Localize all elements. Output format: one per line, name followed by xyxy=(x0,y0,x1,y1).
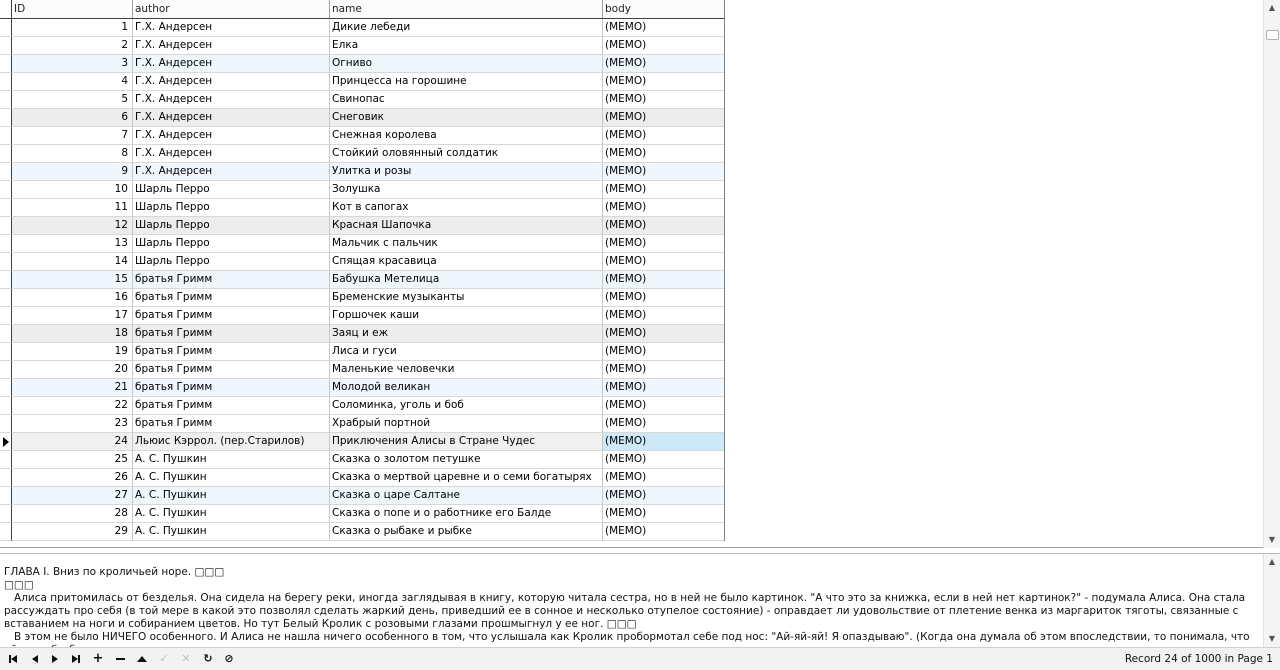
cell-id[interactable]: 23 xyxy=(12,415,133,433)
cell-body[interactable]: (MEMO) xyxy=(603,91,724,109)
cell-id[interactable]: 17 xyxy=(12,307,133,325)
cell-name[interactable]: Спящая красавица xyxy=(330,253,603,271)
prior-record-button[interactable] xyxy=(27,652,43,666)
row-indicator[interactable] xyxy=(0,91,12,109)
cell-author[interactable]: Г.Х. Андерсен xyxy=(133,19,330,37)
row-indicator[interactable] xyxy=(0,163,12,181)
row-indicator[interactable] xyxy=(0,361,12,379)
memo-editor[interactable] xyxy=(0,553,1280,646)
cell-author[interactable]: Г.Х. Андерсен xyxy=(133,55,330,73)
post-icon: ✓ xyxy=(159,652,169,665)
cell-name[interactable]: Принцесса на горошине xyxy=(330,73,603,91)
row-indicator[interactable] xyxy=(0,271,12,289)
row-indicator[interactable] xyxy=(0,217,12,235)
row-indicator[interactable] xyxy=(0,307,12,325)
table-row[interactable] xyxy=(0,397,724,415)
row-indicator[interactable] xyxy=(0,73,12,91)
column-header-id[interactable]: ID xyxy=(12,0,133,18)
cell-body[interactable]: (MEMO) xyxy=(603,325,724,343)
cell-name[interactable]: Снежная королева xyxy=(330,127,603,145)
next-record-button[interactable] xyxy=(47,652,63,666)
cell-name[interactable]: Мальчик с пальчик xyxy=(330,235,603,253)
row-indicator[interactable] xyxy=(0,55,12,73)
cell-body[interactable]: (MEMO) xyxy=(603,217,724,235)
table-row[interactable] xyxy=(0,91,724,109)
cell-body[interactable]: (MEMO) xyxy=(603,145,724,163)
cell-body[interactable]: (MEMO) xyxy=(603,469,724,487)
table-row[interactable] xyxy=(0,253,724,271)
table-row[interactable] xyxy=(0,145,724,163)
record-status: Record 24 of 1000 in Page 1 xyxy=(1124,653,1273,665)
cell-author[interactable]: братья Гримм xyxy=(133,289,330,307)
cell-body[interactable]: (MEMO) xyxy=(603,397,724,415)
cell-body[interactable]: (MEMO) xyxy=(603,307,724,325)
table-row[interactable] xyxy=(0,451,724,469)
cell-author[interactable]: братья Гримм xyxy=(133,343,330,361)
cell-body[interactable]: (MEMO) xyxy=(603,199,724,217)
table-row[interactable] xyxy=(0,163,724,181)
table-row[interactable] xyxy=(0,325,724,343)
cell-body[interactable]: (MEMO) xyxy=(603,163,724,181)
row-indicator[interactable] xyxy=(0,253,12,271)
cell-author[interactable]: А. С. Пушкин xyxy=(133,523,330,541)
cell-id[interactable]: 15 xyxy=(12,271,133,289)
memo-line: □□□ xyxy=(4,579,34,591)
cell-name[interactable]: Приключения Алисы в Стране Чудес xyxy=(330,433,603,451)
row-indicator[interactable] xyxy=(0,397,12,415)
row-indicator[interactable] xyxy=(0,235,12,253)
cell-author[interactable]: братья Гримм xyxy=(133,361,330,379)
cell-author[interactable]: Шарль Перро xyxy=(133,199,330,217)
row-indicator[interactable] xyxy=(0,415,12,433)
cell-body[interactable]: (MEMO) xyxy=(603,271,724,289)
cell-body[interactable]: (MEMO) xyxy=(603,523,724,541)
cell-author[interactable]: А. С. Пушкин xyxy=(133,469,330,487)
row-indicator[interactable] xyxy=(0,433,12,451)
table-row[interactable] xyxy=(0,217,724,235)
table-row[interactable] xyxy=(0,289,724,307)
edit-icon xyxy=(137,656,147,662)
cell-id[interactable]: 27 xyxy=(12,487,133,505)
cell-body[interactable]: (MEMO) xyxy=(603,37,724,55)
column-header-author[interactable]: author xyxy=(133,0,330,18)
cell-id[interactable]: 3 xyxy=(12,55,133,73)
cell-body[interactable]: (MEMO) xyxy=(603,487,724,505)
next-icon xyxy=(52,655,58,663)
delete-record-button[interactable] xyxy=(112,652,128,666)
cell-author[interactable]: братья Гримм xyxy=(133,307,330,325)
cell-name[interactable]: Сказка о золотом петушке xyxy=(330,451,603,469)
table-row[interactable] xyxy=(0,37,724,55)
prior-icon xyxy=(32,655,38,663)
table-row[interactable] xyxy=(0,127,724,145)
cell-id[interactable]: 12 xyxy=(12,217,133,235)
cell-body[interactable]: (MEMO) xyxy=(603,505,724,523)
cell-author[interactable]: Г.Х. Андерсен xyxy=(133,109,330,127)
cell-body[interactable]: (MEMO) xyxy=(603,235,724,253)
cell-name[interactable]: Соломинка, уголь и боб xyxy=(330,397,603,415)
table-row[interactable] xyxy=(0,487,724,505)
cancel-edit-button[interactable] xyxy=(178,652,194,666)
grid-header xyxy=(0,0,724,19)
cell-body[interactable]: (MEMO) xyxy=(603,253,724,271)
cell-name[interactable]: Заяц и еж xyxy=(330,325,603,343)
header-indicator xyxy=(0,0,12,18)
cell-body[interactable]: (MEMO) xyxy=(603,415,724,433)
cell-name[interactable]: Маленькие человечки xyxy=(330,361,603,379)
refresh-button[interactable] xyxy=(200,652,216,666)
memo-line: ГЛАВА I. Вниз по кроличьей норе. □□□ xyxy=(4,566,225,578)
cell-name[interactable]: Свинопас xyxy=(330,91,603,109)
row-indicator[interactable] xyxy=(0,127,12,145)
last-record-button[interactable] xyxy=(68,652,84,666)
cell-id[interactable]: 5 xyxy=(12,91,133,109)
cell-id[interactable]: 13 xyxy=(12,235,133,253)
cell-id[interactable]: 28 xyxy=(12,505,133,523)
cell-author[interactable]: А. С. Пушкин xyxy=(133,487,330,505)
cell-author[interactable]: Г.Х. Андерсен xyxy=(133,127,330,145)
table-row[interactable] xyxy=(0,55,724,73)
memo-paragraph: Алиса притомилась от безделья. Она сидела на берегу реки, иногда заглядывая в книгу, которую читала сестра, но в ней не было картинок. "А что это за книжка, если в ней нет картинок?" - подумала Алиса. Она стала рассуждать про себя (в той мере в какой это позволял сделать жаркий день, приведший ее в сонное и несколько отупелое состояние) - оправдает ли удовольствие от плетение венка из маргариток тяготы, связанные с вставанием на ноги и собиранием цветов. Но тут Белый Кролик с розовыми глазами прошмыгнул у ее ног. □□□ xyxy=(4,592,1249,630)
scroll-down-icon[interactable]: ▼ xyxy=(1268,634,1276,643)
cell-name[interactable]: Золушка xyxy=(330,181,603,199)
cell-name[interactable]: Молодой великан xyxy=(330,379,603,397)
grid-rows xyxy=(0,19,724,541)
memo-paragraph: В этом не было НИЧЕГО особенного. И Алиса не нашла ничего особенного в том, что услышала как Кролик пробормотал себе под нос: "Ай-яй-яй! Я опаздываю". (Когда она думала об этом впоследствии, то понимала, что xyxy=(14,631,1250,643)
cell-body[interactable]: (MEMO) xyxy=(603,19,724,37)
cell-id[interactable]: 11 xyxy=(12,199,133,217)
table-row[interactable] xyxy=(0,109,724,127)
cell-name[interactable]: Сказка о попе и о работнике его Балде xyxy=(330,505,603,523)
cell-id[interactable]: 16 xyxy=(12,289,133,307)
cancel-icon: ✕ xyxy=(181,652,191,665)
cell-id[interactable]: 25 xyxy=(12,451,133,469)
row-indicator[interactable] xyxy=(0,37,12,55)
insert-icon: + xyxy=(92,651,104,666)
row-indicator[interactable] xyxy=(0,145,12,163)
row-indicator[interactable] xyxy=(0,451,12,469)
insert-record-button[interactable] xyxy=(90,652,106,666)
row-indicator[interactable] xyxy=(0,523,12,541)
table-row[interactable] xyxy=(0,307,724,325)
cell-author[interactable]: А. С. Пушкин xyxy=(133,505,330,523)
cell-id[interactable]: 1 xyxy=(12,19,133,37)
cell-author[interactable]: братья Гримм xyxy=(133,325,330,343)
cell-author[interactable]: Шарль Перро xyxy=(133,235,330,253)
cell-id[interactable]: 4 xyxy=(12,73,133,91)
scroll-up-icon[interactable]: ▲ xyxy=(1268,557,1276,566)
cell-author[interactable]: братья Гримм xyxy=(133,415,330,433)
cell-name[interactable]: Бабушка Метелица xyxy=(330,271,603,289)
cell-body[interactable]: (MEMO) xyxy=(603,73,724,91)
table-row[interactable] xyxy=(0,361,724,379)
memo-vertical-scrollbar[interactable] xyxy=(1263,554,1280,647)
cell-name[interactable]: Бременские музыканты xyxy=(330,289,603,307)
column-header-name[interactable]: name xyxy=(330,0,603,18)
row-indicator[interactable] xyxy=(0,343,12,361)
cell-author[interactable]: Шарль Перро xyxy=(133,253,330,271)
cell-name[interactable]: Елка xyxy=(330,37,603,55)
cell-author[interactable]: Г.Х. Андерсен xyxy=(133,145,330,163)
scroll-down-icon[interactable]: ▼ xyxy=(1268,535,1276,544)
table-row[interactable] xyxy=(0,523,724,541)
scroll-up-icon[interactable]: ▲ xyxy=(1268,3,1276,12)
edit-record-button[interactable] xyxy=(134,652,150,666)
table-row[interactable] xyxy=(0,235,724,253)
cell-id[interactable]: 8 xyxy=(12,145,133,163)
data-grid[interactable] xyxy=(0,0,725,541)
column-header-body[interactable]: body xyxy=(603,0,724,18)
cell-name[interactable]: Лиса и гуси xyxy=(330,343,603,361)
row-indicator[interactable] xyxy=(0,505,12,523)
table-row[interactable] xyxy=(0,19,724,37)
cell-author[interactable]: Шарль Перро xyxy=(133,181,330,199)
clear-filter-icon: ⊘ xyxy=(224,652,234,665)
table-row[interactable] xyxy=(0,433,724,451)
cell-id[interactable]: 20 xyxy=(12,361,133,379)
row-indicator[interactable] xyxy=(0,325,12,343)
cell-id[interactable]: 26 xyxy=(12,469,133,487)
row-indicator[interactable] xyxy=(0,199,12,217)
cell-author[interactable]: Шарль Перро xyxy=(133,217,330,235)
cell-body[interactable]: (MEMO) xyxy=(603,379,724,397)
cell-name[interactable]: Горшочек каши xyxy=(330,307,603,325)
cell-body[interactable]: (MEMO) xyxy=(603,433,724,451)
cell-body[interactable]: (MEMO) xyxy=(603,361,724,379)
cell-body[interactable]: (MEMO) xyxy=(603,289,724,307)
memo-content[interactable] xyxy=(4,566,1258,657)
cell-author[interactable]: братья Гримм xyxy=(133,379,330,397)
current-row-pointer-icon xyxy=(3,437,9,447)
table-row[interactable] xyxy=(0,415,724,433)
row-indicator[interactable] xyxy=(0,181,12,199)
table-row[interactable] xyxy=(0,181,724,199)
table-row[interactable] xyxy=(0,73,724,91)
cell-name[interactable]: Стойкий оловянный солдатик xyxy=(330,145,603,163)
cell-author[interactable]: А. С. Пушкин xyxy=(133,451,330,469)
cell-id[interactable]: 18 xyxy=(12,325,133,343)
cell-name[interactable]: Огниво xyxy=(330,55,603,73)
scroll-thumb[interactable] xyxy=(1266,30,1279,40)
cell-name[interactable]: Кот в сапогах xyxy=(330,199,603,217)
cell-author[interactable]: братья Гримм xyxy=(133,271,330,289)
table-row[interactable] xyxy=(0,343,724,361)
row-indicator[interactable] xyxy=(0,469,12,487)
cell-name[interactable]: Дикие лебеди xyxy=(330,19,603,37)
cell-body[interactable]: (MEMO) xyxy=(603,181,724,199)
cell-id[interactable]: 14 xyxy=(12,253,133,271)
cell-id[interactable]: 19 xyxy=(12,343,133,361)
table-row[interactable] xyxy=(0,199,724,217)
cell-id[interactable]: 7 xyxy=(12,127,133,145)
row-indicator[interactable] xyxy=(0,379,12,397)
cell-name[interactable]: Сказка о царе Салтане xyxy=(330,487,603,505)
cell-name[interactable]: Красная Шапочка xyxy=(330,217,603,235)
cell-id[interactable]: 24 xyxy=(12,433,133,451)
db-navigator xyxy=(0,647,1280,670)
cell-author[interactable]: Г.Х. Андерсен xyxy=(133,37,330,55)
cell-name[interactable]: Снеговик xyxy=(330,109,603,127)
first-record-button[interactable] xyxy=(5,652,21,666)
cell-id[interactable]: 22 xyxy=(12,397,133,415)
row-indicator[interactable] xyxy=(0,289,12,307)
cell-id[interactable]: 29 xyxy=(12,523,133,541)
cell-author[interactable]: Льюис Кэррол. (пер.Старилов) xyxy=(133,433,330,451)
cell-body[interactable]: (MEMO) xyxy=(603,55,724,73)
row-indicator[interactable] xyxy=(0,109,12,127)
cell-id[interactable]: 6 xyxy=(12,109,133,127)
cell-author[interactable]: братья Гримм xyxy=(133,397,330,415)
cell-author[interactable]: Г.Х. Андерсен xyxy=(133,73,330,91)
cell-author[interactable]: Г.Х. Андерсен xyxy=(133,163,330,181)
cell-name[interactable]: Улитка и розы xyxy=(330,163,603,181)
cell-id[interactable]: 2 xyxy=(12,37,133,55)
cell-body[interactable]: (MEMO) xyxy=(603,343,724,361)
table-row[interactable] xyxy=(0,469,724,487)
cell-body[interactable]: (MEMO) xyxy=(603,109,724,127)
cell-id[interactable]: 10 xyxy=(12,181,133,199)
refresh-icon: ↻ xyxy=(203,652,213,665)
grid-vertical-scrollbar[interactable] xyxy=(1263,0,1280,548)
cell-body[interactable]: (MEMO) xyxy=(603,127,724,145)
cell-id[interactable]: 21 xyxy=(12,379,133,397)
table-row[interactable] xyxy=(0,505,724,523)
cell-body[interactable]: (MEMO) xyxy=(603,451,724,469)
post-record-button[interactable] xyxy=(156,652,172,666)
table-row[interactable] xyxy=(0,379,724,397)
cell-id[interactable]: 9 xyxy=(12,163,133,181)
row-indicator[interactable] xyxy=(0,487,12,505)
delete-icon xyxy=(116,658,125,660)
cell-name[interactable]: Сказка о мертвой царевне и о семи богатырях xyxy=(330,469,603,487)
table-row[interactable] xyxy=(0,271,724,289)
cell-name[interactable]: Храбрый портной xyxy=(330,415,603,433)
cell-name[interactable]: Сказка о рыбаке и рыбке xyxy=(330,523,603,541)
clear-filter-button[interactable] xyxy=(221,652,237,666)
row-indicator[interactable] xyxy=(0,19,12,37)
cell-author[interactable]: Г.Х. Андерсен xyxy=(133,91,330,109)
